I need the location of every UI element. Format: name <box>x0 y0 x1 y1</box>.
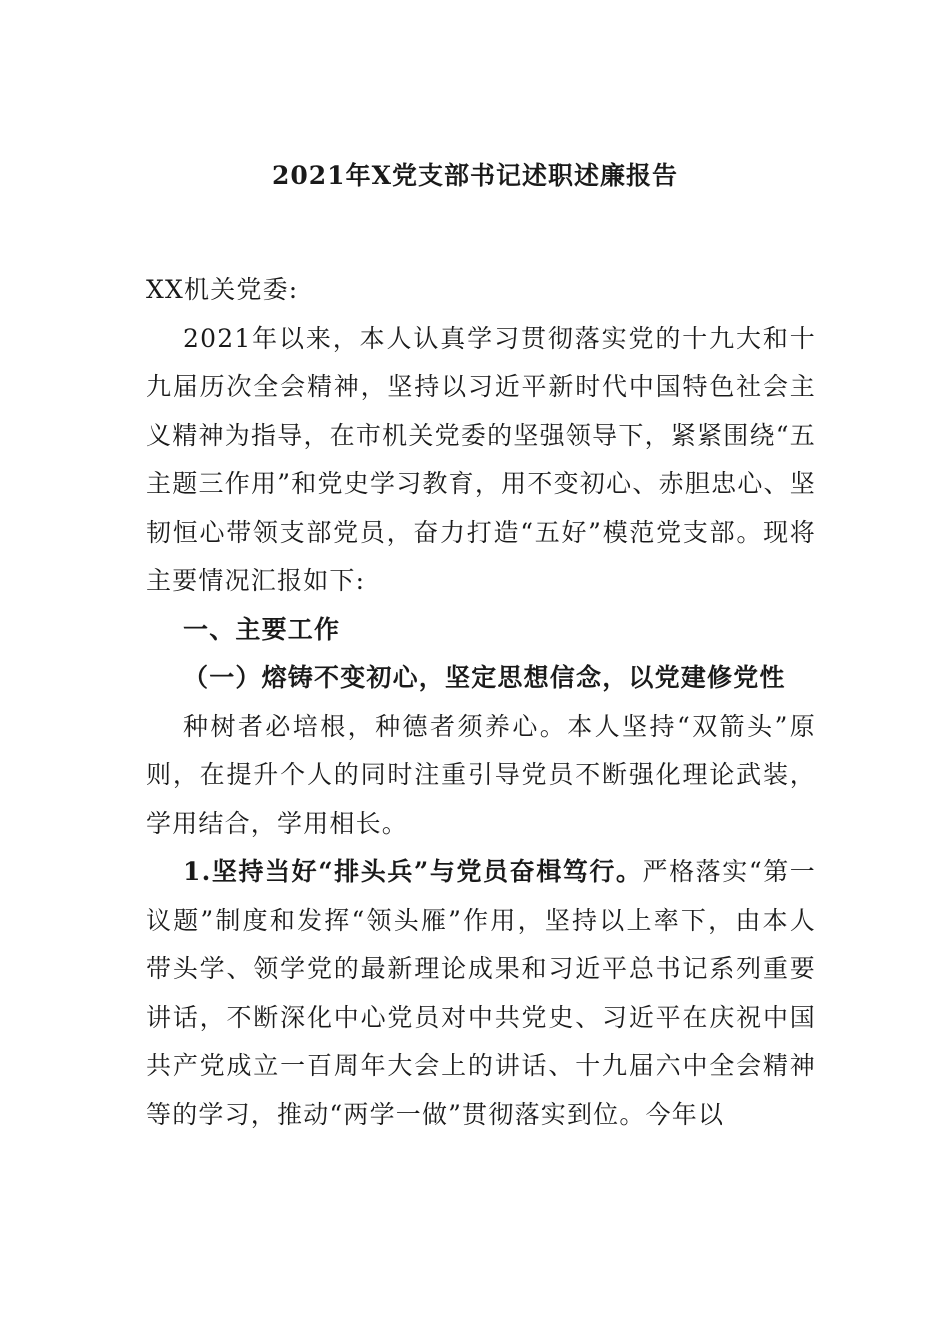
subsection-paragraph: 种树者必培根，种德者须养心。本人坚持“双箭头”原则，在提升个人的同时注重引导党员不断强化理论武装，学用结合，学用相长。 <box>146 711 816 838</box>
intro-paragraph: 2021年以来，本人认真学习贯彻落实党的十九大和十九届历次全会精神，坚持以习近平新时代中国特色社会主义精神为指导，在市机关党委的坚强领导下，紧紧围绕“五主题三作用”和党史学习教育，用不变初心、赤胆忠心、坚韧恒心带领支部党员，奋力打造“五好”模范党支部。现将主要情况汇报如下: <box>146 323 816 595</box>
document-title: 2021年X党支部书记述职述廉报告 <box>272 161 678 190</box>
section-heading: 一、主要工作 <box>183 614 341 644</box>
subsection-heading: （一）熔铸不变初心，坚定思想信念，以党建修党性 <box>183 663 786 692</box>
point-lead: 1.坚持当好“排头兵”与党员奋楫笃行。 <box>183 857 643 886</box>
document-body <box>146 266 816 1139</box>
point-body: 严格落实“第一议题”制度和发挥“领头雁”作用，坚持以上率下，由本人带头学、领学党的最新理论成果和习近平总书记系列重要讲话，不断深化中心党员对中共党史、习近平在庆祝中国共产党成立一百周年大会上的讲话、十九届六中全会精神等的学习，推动“两学一做”贯彻落实到位。今年以 <box>146 857 816 1129</box>
salutation: XX机关党委: <box>146 275 299 304</box>
point-paragraph <box>146 848 816 1139</box>
